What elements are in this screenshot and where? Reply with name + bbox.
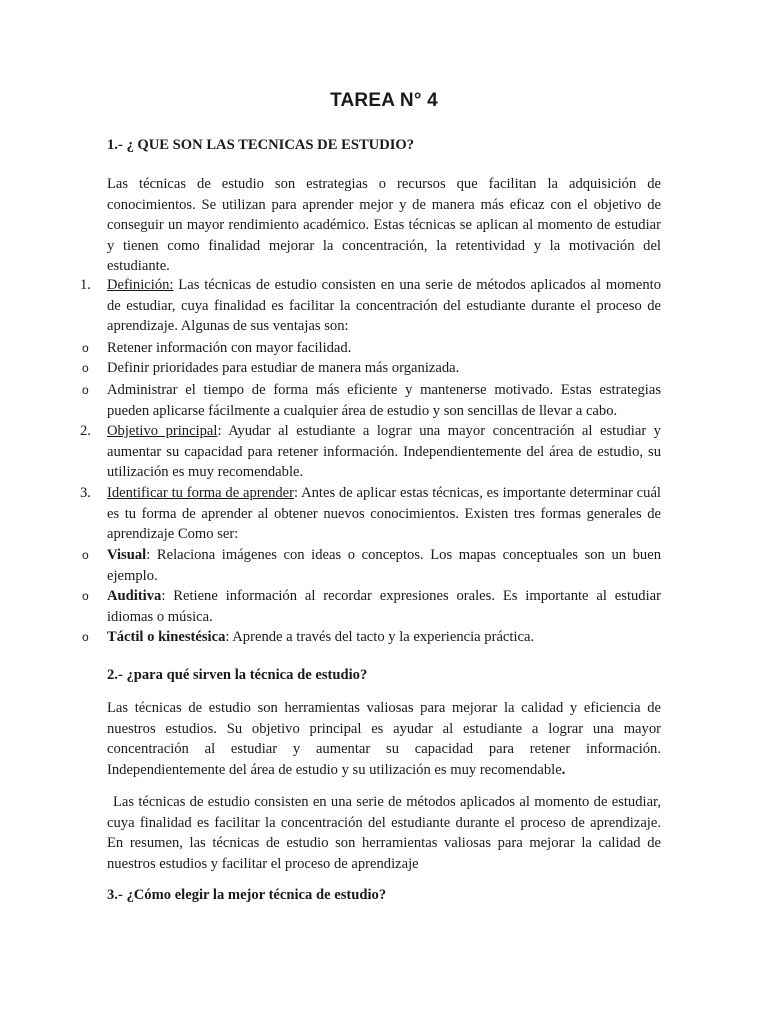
style-text: : Relaciona imágenes con ideas o conceptos. Los mapas conceptuales son un buen ejemplo. [107, 547, 661, 584]
bullet-icon: o [82, 630, 89, 644]
advantage-item: Definir prioridades para estudiar de manera más organizada. [107, 360, 460, 376]
document-title: TAREA N° 4 [330, 90, 438, 111]
bullet-icon: o [82, 341, 89, 355]
style-item-auditiva [107, 586, 661, 627]
style-text: : Retiene información al recordar expresiones orales. Es importante al estudiar idiomas o música. [107, 588, 661, 625]
list-item-identificar [107, 483, 661, 545]
identificar-text: : Antes de aplicar estas técnicas, es importante determinar cuál es tu forma de aprender al obtener nuevos conocimientos. Existen tres formas generales de aprendizaje Como ser: [107, 485, 661, 543]
section-1-intro: Las técnicas de estudio son estrategias o recursos que facilitan la adquisición de conocimientos. Se utilizan para aprender mejor y de manera más eficaz con el objetivo de conseguir un mayor rendimiento académico. Estas técnicas se aplican al momento de estudiar y tienen como finalidad mejorar la concentración, la retentividad y la motivación del estudiante. [107, 176, 661, 275]
style-name: Visual [107, 547, 147, 563]
style-text: : Aprende a través del tacto y la experiencia práctica. [225, 629, 535, 645]
list-item-objetivo [107, 421, 661, 483]
advantage-item: Retener información con mayor facilidad. [107, 340, 352, 356]
list-number-2: 2. [80, 423, 91, 439]
section-2-p1-text: Las técnicas de estudio son herramientas valiosas para mejorar la calidad y eficiencia de nuestros estudios. Su objetivo principal es ayudar al estudiante a lograr una mayor concentración al estudiar y aumentar su capacidad para retener información. Independientemente del área de estudio y su utilización es muy recomendable [107, 700, 661, 778]
style-name: Táctil o kinestésica [107, 629, 226, 645]
bullet-icon: o [82, 589, 89, 603]
section-2-heading: 2.- ¿para qué sirven la técnica de estudio? [107, 667, 368, 683]
section-2-paragraph-1 [107, 698, 661, 780]
section-1-heading: 1.- ¿ QUE SON LAS TECNICAS DE ESTUDIO? [107, 137, 415, 153]
objetivo-label: Objetivo principal [107, 423, 218, 439]
objetivo-text: : Ayudar al estudiante a lograr una mayor concentración al estudiar y aumentar su capacidad para retener información. Independientemente del área de estudio, su utilización es muy recomendable. [107, 423, 661, 481]
section-2-p1-end: . [561, 761, 566, 778]
style-item-tactil [107, 627, 661, 648]
section-2-paragraph-2: Las técnicas de estudio consisten en una serie de métodos aplicados al momento de estudiar, cuya finalidad es facilitar la concentración del estudiante durante el proceso de aprendizaje. En resumen, las técnicas de estudio son herramientas valiosas para mejorar la calidad de nuestros estudios y facilitar el proceso de aprendizaje [107, 794, 661, 872]
advantage-item: Administrar el tiempo de forma más eficiente y mantenerse motivado. Estas estrategias pueden aplicarse fácilmente a cualquier área de estudio y son sencillas de llevar a cabo. [107, 382, 661, 419]
style-item-visual [107, 545, 661, 586]
style-name: Auditiva [107, 588, 162, 604]
identificar-label: Identificar tu forma de aprender [107, 485, 295, 501]
definicion-text: Las técnicas de estudio consisten en una serie de métodos aplicados al momento de estudiar, cuya finalidad es facilitar la concentración del estudiante durante el proceso de aprendizaje. Algunas de sus ventajas son: [107, 277, 661, 335]
definicion-label: Definición: [107, 277, 174, 293]
list-number-1: 1. [80, 277, 91, 293]
bullet-icon: o [82, 361, 89, 375]
bullet-icon: o [82, 383, 89, 397]
bullet-icon: o [82, 548, 89, 562]
section-3-heading: 3.- ¿Cómo elegir la mejor técnica de estudio? [107, 887, 387, 903]
list-item-definicion [107, 275, 661, 337]
list-number-3: 3. [80, 485, 91, 501]
